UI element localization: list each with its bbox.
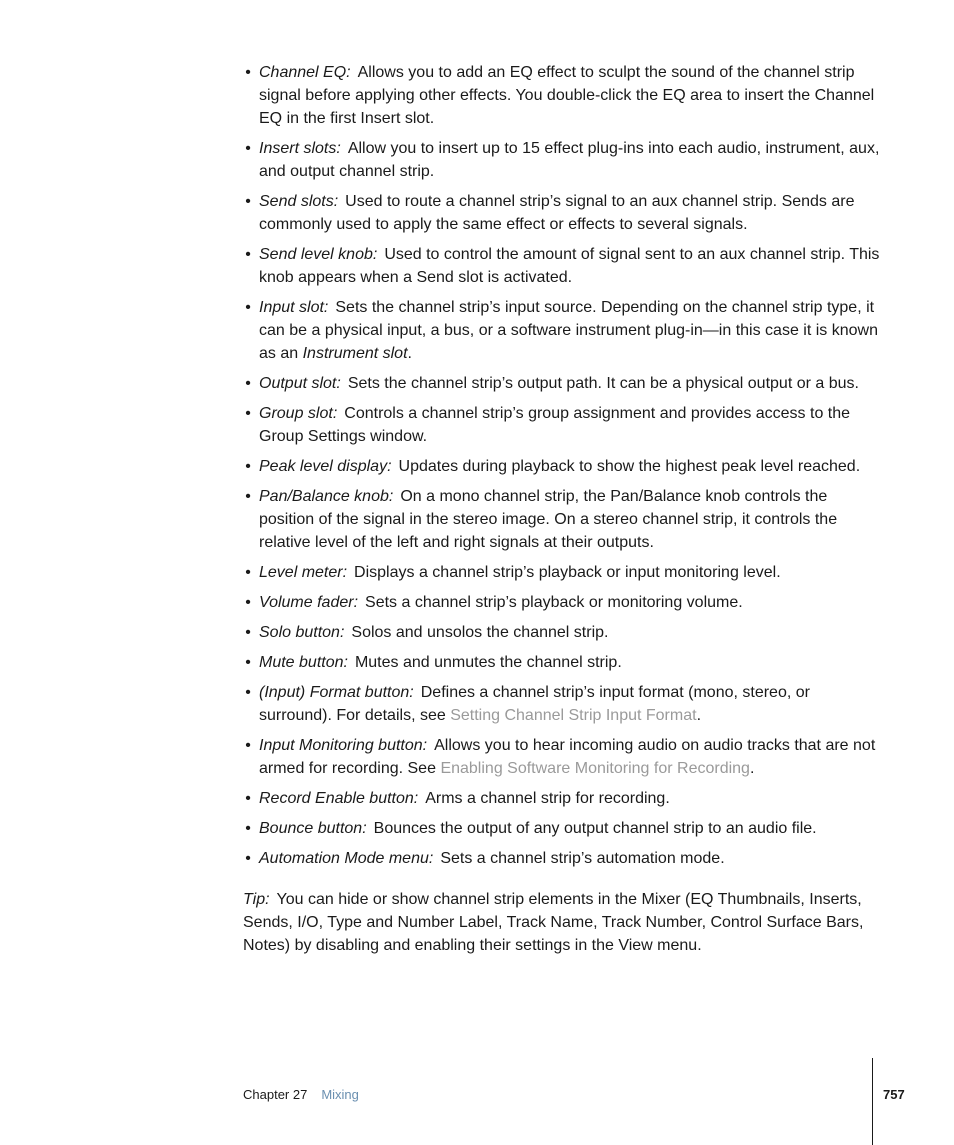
enabling-software-monitoring-link[interactable]: Enabling Software Monitoring for Recording — [440, 760, 750, 777]
list-item-text: Bounces the output of any output channel strip to an audio file. — [373, 820, 817, 837]
tip-paragraph — [243, 888, 883, 957]
list-item — [243, 61, 883, 130]
bullet-icon: • — [245, 737, 251, 754]
list-item-text: Allows you to add an EQ effect to sculpt the sound of the channel strip signal before applying other effects. You double-click the EQ area to insert the Channel EQ in the first Insert slot. — [259, 64, 875, 127]
channel-strip-elements-list — [243, 61, 883, 870]
list-item-text: On a mono channel strip, the Pan/Balance knob controls the position of the signal in the stereo image. On a stereo channel strip, it controls the relative level of the left and right signals at their outputs. — [259, 488, 838, 551]
bullet-icon: • — [245, 246, 251, 263]
list-item-term: Send slots: — [259, 193, 339, 210]
list-item-text: Mutes and unmutes the channel strip. — [354, 654, 622, 671]
list-item-text: Arms a channel strip for recording. — [425, 790, 670, 807]
list-item — [243, 190, 883, 236]
list-item — [243, 681, 883, 727]
list-item-term: Group slot: — [259, 405, 338, 422]
list-item-tail: . — [749, 760, 755, 777]
list-item-text: Sets the channel strip’s input source. Depending on the channel strip type, it can be a physical input, a bus, or a software instrument plug-in—in this case it is known as an — [259, 299, 878, 362]
tip-text: You can hide or show channel strip elements in the Mixer (EQ Thumbnails, Inserts, Sends, I/O, Type and Number Label, Track Name, Track Number, Control Surface Bars, Notes) by disabling and enabling their settings in the View menu. — [243, 891, 864, 954]
footer-section-link[interactable]: Mixing — [321, 1087, 359, 1102]
list-item-term: (Input) Format button: — [259, 684, 414, 701]
list-item-text: Allow you to insert up to 15 effect plug-ins into each audio, instrument, aux, and output channel strip. — [259, 140, 880, 180]
bullet-icon: • — [245, 193, 251, 210]
bullet-icon: • — [245, 564, 251, 581]
bullet-icon: • — [245, 594, 251, 611]
bullet-icon: • — [245, 684, 251, 701]
footer-divider — [872, 1058, 873, 1145]
list-item-text: Sets a channel strip’s playback or monitoring volume. — [365, 594, 743, 611]
list-item-term: Level meter: — [259, 564, 348, 581]
list-item — [243, 591, 883, 614]
list-item — [243, 455, 883, 478]
instrument-slot-term: Instrument slot — [302, 345, 408, 362]
bullet-icon: • — [245, 458, 251, 475]
list-item-text: Solos and unsolos the channel strip. — [351, 624, 609, 641]
list-item-text: Sets the channel strip’s output path. It can be a physical output or a bus. — [347, 375, 859, 392]
bullet-icon: • — [245, 405, 251, 422]
list-item-text: Used to route a channel strip’s signal to an aux channel strip. Sends are commonly used to apply the same effect or effects to several signals. — [259, 193, 855, 233]
list-item — [243, 296, 883, 365]
list-item-term: Input Monitoring button: — [259, 737, 428, 754]
list-item — [243, 787, 883, 810]
bullet-icon: • — [245, 654, 251, 671]
list-item — [243, 651, 883, 674]
bullet-icon: • — [245, 299, 251, 316]
list-item-term: Bounce button: — [259, 820, 367, 837]
bullet-icon: • — [245, 488, 251, 505]
setting-channel-strip-input-format-link[interactable]: Setting Channel Strip Input Format — [450, 707, 697, 724]
list-item-term: Output slot: — [259, 375, 341, 392]
list-item — [243, 243, 883, 289]
list-item — [243, 485, 883, 554]
list-item-term: Automation Mode menu: — [259, 850, 434, 867]
list-item-term: Pan/Balance knob: — [259, 488, 394, 505]
list-item-term: Input slot: — [259, 299, 329, 316]
list-item-term: Peak level display: — [259, 458, 392, 475]
list-item-text: Defines a channel strip’s input format (mono, stereo, or surround). For details, see — [259, 684, 810, 724]
list-item — [243, 372, 883, 395]
list-item — [243, 137, 883, 183]
list-item-tail: . — [696, 707, 702, 724]
page-footer — [243, 1085, 359, 1105]
bullet-icon: • — [245, 820, 251, 837]
list-item-text: Updates during playback to show the highest peak level reached. — [398, 458, 861, 475]
list-item-text: Allows you to hear incoming audio on audio tracks that are not armed for recording. See — [259, 737, 876, 777]
bullet-icon: • — [245, 140, 251, 157]
list-item-term: Channel EQ: — [259, 64, 351, 81]
footer-chapter: Chapter 27 — [243, 1087, 308, 1102]
list-item — [243, 734, 883, 780]
bullet-icon: • — [245, 624, 251, 641]
list-item — [243, 847, 883, 870]
bullet-icon: • — [245, 64, 251, 81]
page-content — [243, 61, 883, 973]
bullet-icon: • — [245, 850, 251, 867]
list-item-term: Insert slots: — [259, 140, 341, 157]
list-item — [243, 402, 883, 448]
list-item-term: Mute button: — [259, 654, 348, 671]
list-item-tail: . — [407, 345, 412, 362]
list-item-text: Controls a channel strip’s group assignment and provides access to the Group Settings window. — [259, 405, 851, 445]
tip-label: Tip: — [243, 891, 270, 908]
list-item-term: Send level knob: — [259, 246, 378, 263]
list-item — [243, 561, 883, 584]
list-item-term: Record Enable button: — [259, 790, 419, 807]
list-item-term: Volume fader: — [259, 594, 359, 611]
list-item — [243, 817, 883, 840]
list-item-term: Solo button: — [259, 624, 345, 641]
bullet-icon: • — [245, 375, 251, 392]
bullet-icon: • — [245, 790, 251, 807]
list-item-text: Used to control the amount of signal sent to an aux channel strip. This knob appears when a Send slot is activated. — [259, 246, 880, 286]
page-number: 757 — [883, 1087, 905, 1102]
list-item-text: Sets a channel strip’s automation mode. — [440, 850, 725, 867]
list-item-text: Displays a channel strip’s playback or input monitoring level. — [354, 564, 781, 581]
list-item — [243, 621, 883, 644]
